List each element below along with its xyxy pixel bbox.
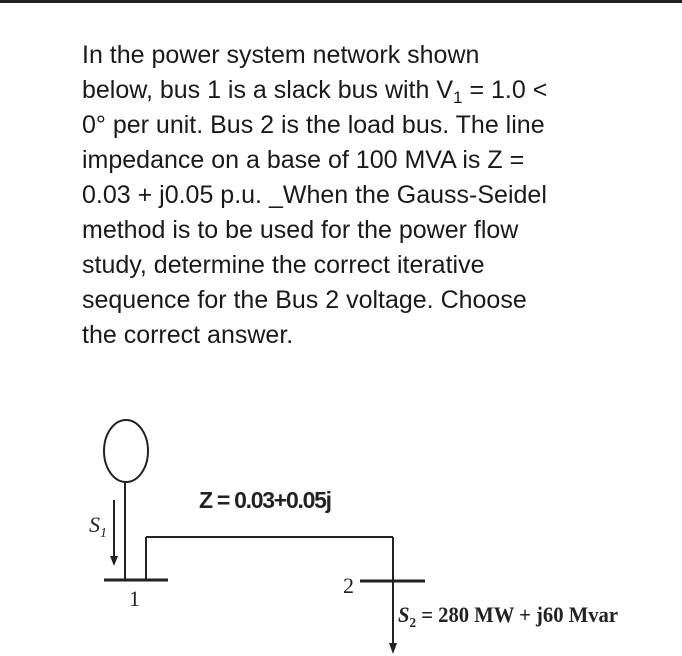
question-line: 0.03 + j0.05 p.u. _When the Gauss-Seidel <box>82 181 547 209</box>
question-line: sequence for the Bus 2 voltage. Choose <box>82 286 527 314</box>
load-arrow-head <box>389 643 397 654</box>
bus1-label: 1 <box>129 586 140 611</box>
bus2-label: 2 <box>343 573 354 598</box>
load-label: $S_2 = 280$ MW + j60 Mvar <box>398 602 632 631</box>
question-line: the correct answer. <box>82 321 294 349</box>
question-line: study, determine the correct iterative <box>82 251 485 279</box>
v1-subscript: 1 <box>453 88 463 107</box>
s1-arrow-head <box>110 556 118 566</box>
v1-value: = 1.0 < <box>462 76 548 104</box>
s1-label: $S_1$ <box>89 512 107 541</box>
impedance-label: Z = 0.03+0.05j <box>199 487 332 513</box>
question-line-text: below, bus 1 is a slack bus with V <box>82 76 454 104</box>
question-line: In the power system network shown <box>82 41 480 69</box>
question-line: method is to be used for the power flow <box>82 216 519 244</box>
question-line: impedance on a base of 100 MVA is Z = <box>82 146 525 174</box>
question-line: 0° per unit. Bus 2 is the load bus. The line <box>82 111 545 139</box>
generator-icon <box>104 420 148 482</box>
